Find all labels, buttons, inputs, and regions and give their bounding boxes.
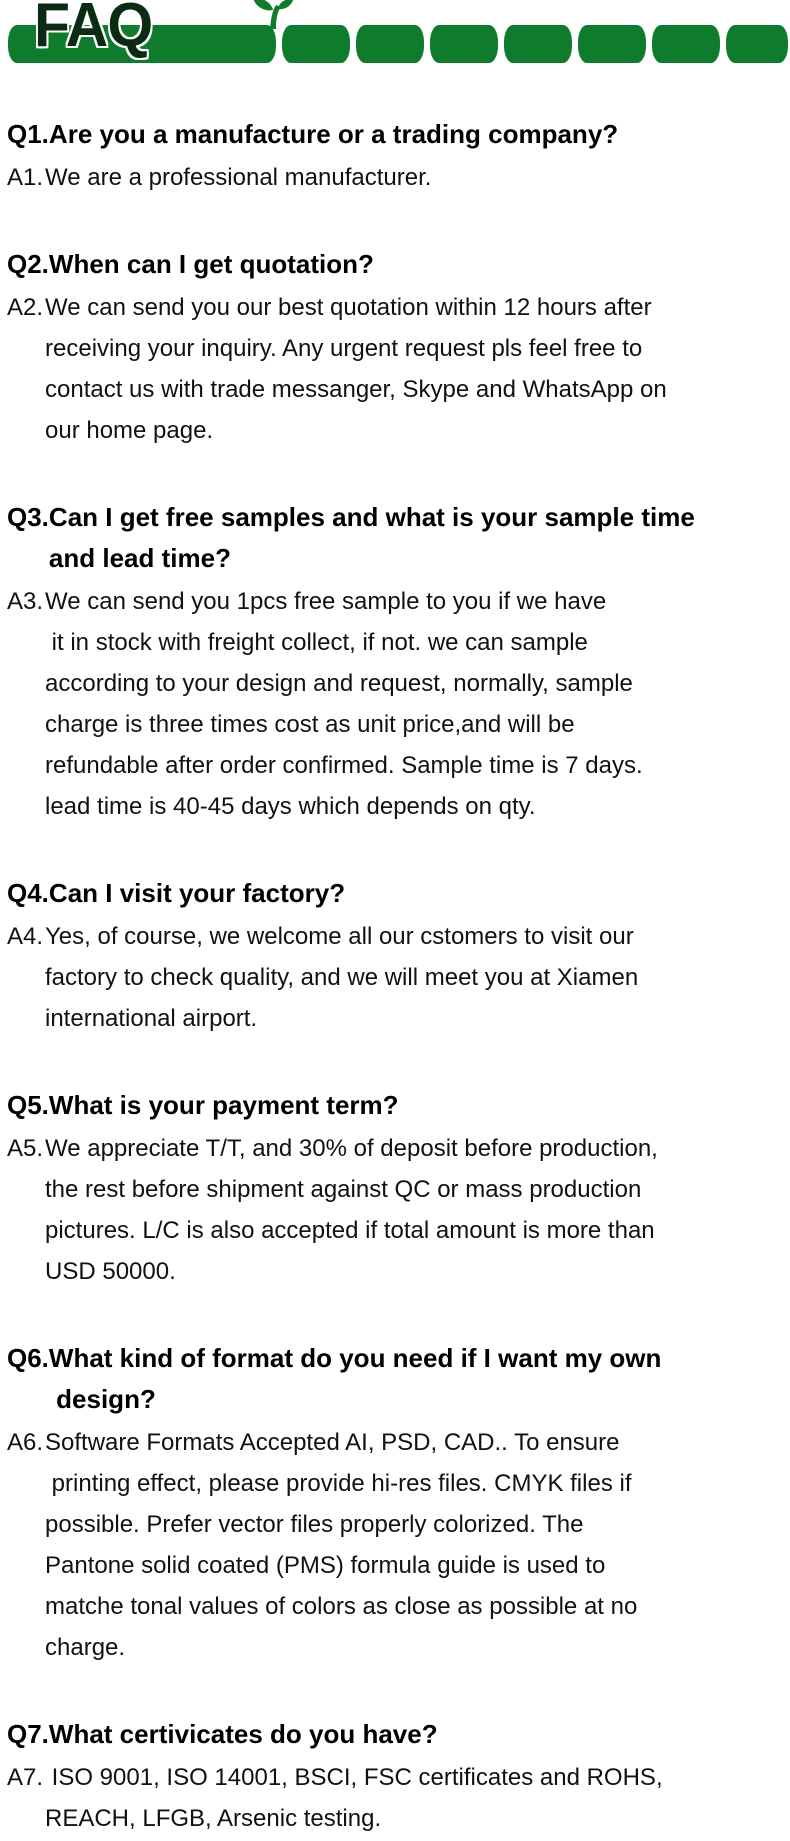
faq-question xyxy=(7,244,780,285)
faq-item-5 xyxy=(7,1085,780,1292)
faq-item-6 xyxy=(7,1338,780,1668)
bamboo-segment xyxy=(652,25,720,63)
bamboo-segment xyxy=(430,25,498,63)
answer-label: A5. xyxy=(7,1135,44,1162)
faq-question xyxy=(7,873,780,914)
answer-label: A7. xyxy=(7,1764,44,1791)
question-label: Q4. xyxy=(7,878,49,908)
answer-text-line: pictures. L/C is also accepted if total amount is more than xyxy=(45,1217,655,1244)
faq-item-4 xyxy=(7,873,780,1039)
faq-banner xyxy=(0,0,790,70)
answer-text-line: matche tonal values of colors as close as possible at no xyxy=(45,1593,638,1620)
answer-text-line: charge is three times cost as unit price,and will be xyxy=(45,711,575,738)
question-label: Q7. xyxy=(7,1719,49,1749)
bamboo-segment xyxy=(282,25,350,63)
faq-answer xyxy=(7,1422,780,1668)
page-title: FAQ xyxy=(34,0,153,60)
answer-text-line: our home page. xyxy=(45,417,214,444)
faq-answer xyxy=(7,581,780,827)
question-text-line: Can I visit your factory? xyxy=(48,878,346,908)
bamboo-segment xyxy=(726,25,788,63)
faq-answer xyxy=(7,287,780,451)
faq-item-1 xyxy=(7,114,780,198)
question-text-line: Are you a manufacture or a trading company? xyxy=(48,119,619,149)
answer-text-line: We appreciate T/T, and 30% of deposit before production, xyxy=(45,1135,658,1162)
answer-label: A1. xyxy=(7,164,44,191)
faq-item-7 xyxy=(7,1714,780,1839)
answer-text-line: We can send you 1pcs free sample to you if we have xyxy=(45,588,607,615)
answer-label: A6. xyxy=(7,1429,44,1456)
answer-text-line: USD 50000. xyxy=(45,1258,176,1285)
faq-question xyxy=(7,1085,780,1126)
faq-answer xyxy=(7,1757,780,1839)
faq-question xyxy=(7,1338,780,1420)
answer-text-line: Software Formats Accepted AI, PSD, CAD.. To ensure xyxy=(45,1429,620,1456)
answer-label: A4. xyxy=(7,923,44,950)
question-text-line: What certivicates do you have? xyxy=(48,1719,438,1749)
faq-item-2 xyxy=(7,244,780,451)
answer-text-line: the rest before shipment against QC or mass production xyxy=(45,1176,642,1203)
answer-text-line: charge. xyxy=(45,1634,126,1661)
answer-text-line: factory to check quality, and we will meet you at Xiamen xyxy=(45,964,639,991)
bamboo-segment xyxy=(504,25,572,63)
question-label: Q6. xyxy=(7,1343,49,1373)
answer-label: A3. xyxy=(7,588,44,615)
answer-text-line: printing effect, please provide hi-res files. CMYK files if xyxy=(45,1470,632,1497)
question-text-line: Can I get free samples and what is your sample time xyxy=(48,502,695,532)
answer-label: A2. xyxy=(7,294,44,321)
question-label: Q1. xyxy=(7,119,49,149)
answer-text-line: REACH, LFGB, Arsenic testing. xyxy=(45,1805,382,1832)
faq-item-3 xyxy=(7,497,780,827)
answer-text-line: We are a professional manufacturer. xyxy=(45,164,432,191)
answer-text-line: Pantone solid coated (PMS) formula guide is used to xyxy=(45,1552,606,1579)
bamboo-segment xyxy=(578,25,646,63)
answer-text-line: international airport. xyxy=(45,1005,258,1032)
answer-text-line: lead time is 40-45 days which depends on qty. xyxy=(45,793,536,820)
question-text-line: When can I get quotation? xyxy=(48,249,374,279)
question-text-line: What kind of format do you need if I want my own xyxy=(48,1343,662,1373)
faq-content xyxy=(0,114,790,1839)
faq-answer xyxy=(7,1128,780,1292)
answer-text-line: We can send you our best quotation within 12 hours after xyxy=(45,294,652,321)
answer-text-line: refundable after order confirmed. Sample time is 7 days. xyxy=(45,752,643,779)
faq-question xyxy=(7,1714,780,1755)
answer-text-line: Yes, of course, we welcome all our cstomers to visit our xyxy=(45,923,634,950)
faq-answer xyxy=(7,157,780,198)
bamboo-segment xyxy=(356,25,424,63)
answer-text-line: possible. Prefer vector files properly colorized. The xyxy=(45,1511,584,1538)
bamboo-sprout-icon xyxy=(246,0,302,29)
question-text-line: design? xyxy=(48,1384,156,1414)
answer-text-line: contact us with trade messanger, Skype and WhatsApp on xyxy=(45,376,667,403)
answer-text-line: receiving your inquiry. Any urgent request pls feel free to xyxy=(45,335,643,362)
faq-question xyxy=(7,114,780,155)
question-text-line: and lead time? xyxy=(48,543,231,573)
faq-question xyxy=(7,497,780,579)
answer-text-line: ISO 9001, ISO 14001, BSCI, FSC certificates and ROHS, xyxy=(45,1764,663,1791)
question-text-line: What is your payment term? xyxy=(48,1090,399,1120)
question-label: Q3. xyxy=(7,502,49,532)
answer-text-line: according to your design and request, normally, sample xyxy=(45,670,633,697)
answer-text-line: it in stock with freight collect, if not. we can sample xyxy=(45,629,588,656)
question-label: Q2. xyxy=(7,249,49,279)
faq-answer xyxy=(7,916,780,1039)
question-label: Q5. xyxy=(7,1090,49,1120)
